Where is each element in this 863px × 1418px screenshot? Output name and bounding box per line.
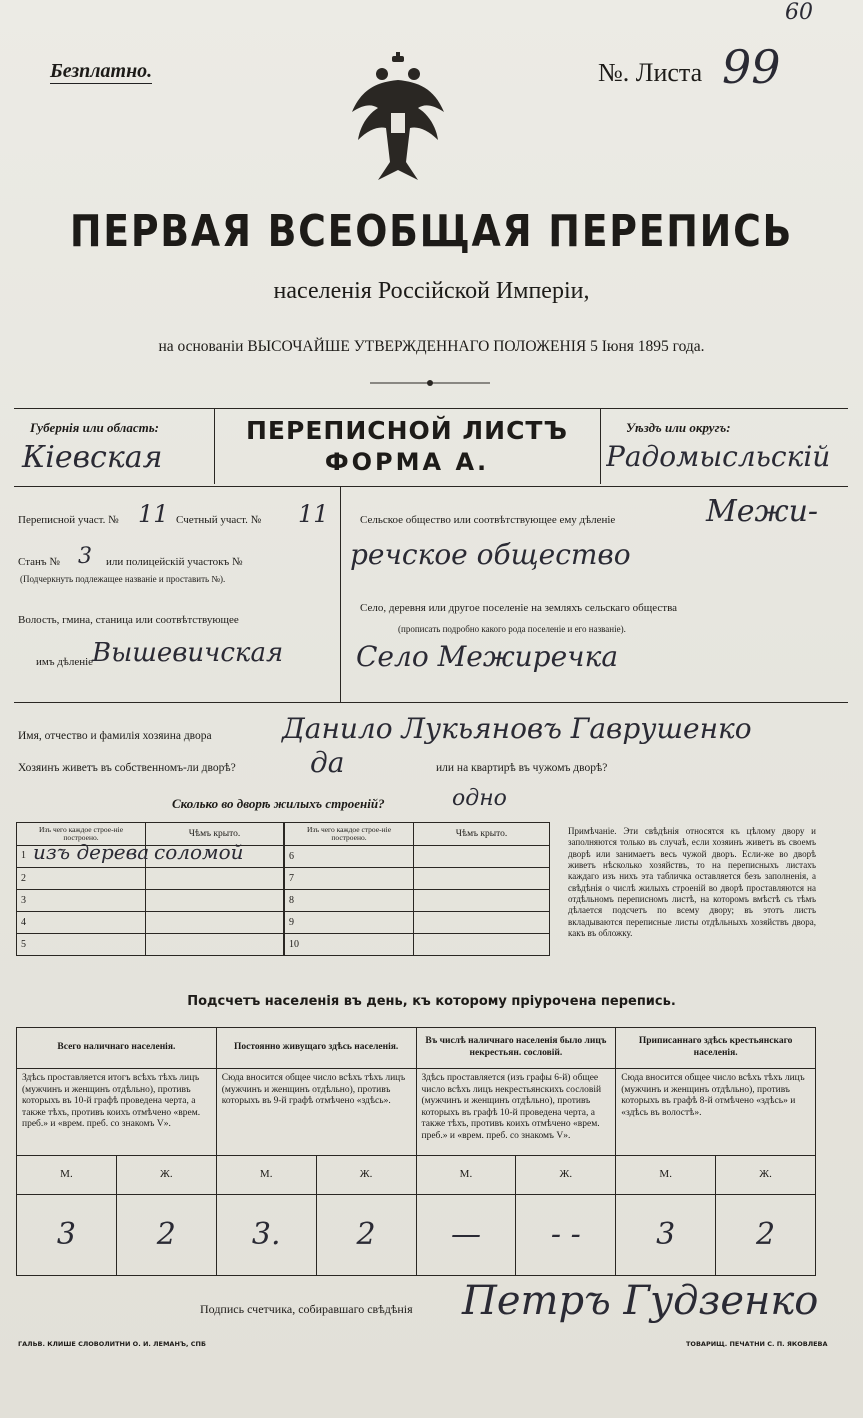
ornament-divider: [370, 378, 490, 388]
gubernia-label: Губернія или область:: [30, 420, 159, 435]
printer-right: ТОВАРИЩ. ПЕЧАТНИ С. П. ЯКОВЛЕВА: [686, 1340, 828, 1348]
building-table-right: [284, 822, 550, 956]
resident-male-value: 3.: [216, 1195, 316, 1276]
pop-col-peasant-header: Приписаннаго здѣсь крестьянскаго населенія.: [616, 1028, 816, 1069]
female-label: Ж.: [716, 1156, 816, 1195]
table-row: 7: [285, 868, 550, 890]
building-material-value: изъ дерева: [33, 840, 150, 864]
document-subtitle: населенія Россійской Имперіи,: [273, 278, 590, 304]
count-district-value: 11: [298, 500, 329, 528]
nonpeasant-male-value: —: [416, 1195, 516, 1276]
pop-col-nonpeasant-header: Въ числѣ наличнаго населенія было лицъ некрестьян. сословій.: [416, 1028, 616, 1069]
pop-col-total-header: Всего наличнаго населенія.: [17, 1028, 217, 1069]
table-row: 10: [285, 934, 550, 956]
pop-col-resident-header: Постоянно живущаго здѣсь населенія.: [216, 1028, 416, 1069]
uezd-value: Радомысльскій: [606, 440, 831, 473]
total-male-value: 3: [17, 1195, 117, 1276]
sheet-number-label: №. Листа: [598, 58, 703, 87]
table-row: 1 изъ дерева соломой: [17, 846, 284, 868]
double-headed-eagle-emblem: [348, 52, 448, 192]
col-material-header: Изъ чего каждое строе-ніе построено.: [17, 823, 146, 846]
buildings-label: Сколько во дворѣ жилыхъ строеній?: [172, 796, 385, 811]
building-roof-value: соломой: [154, 840, 244, 864]
own-yard-value: да: [310, 746, 345, 779]
rented-label: или на квартирѣ въ чужомъ дворѣ?: [436, 762, 608, 774]
free-label: Безплатно.: [50, 60, 153, 82]
pop-col-peasant-desc: Сюда вносится общее число всѣхъ тѣхъ лицъ (мужчинъ и женщинъ отдѣльно), противъ которыхъ въ графѣ 8-й отмѣчено «здѣсь» и «здѣсь въ волостѣ».: [616, 1069, 816, 1156]
village-note: (прописать подробно какого рода поселеніе и его названіе).: [398, 624, 626, 634]
nonpeasant-female-value: - -: [516, 1195, 616, 1276]
count-district-label: Счетный участ. №: [176, 514, 262, 526]
population-title: Подсчетъ населенія въ день, къ которому пріурочена перепись.: [187, 994, 676, 1009]
total-female-value: 2: [116, 1195, 216, 1276]
sheet-number-value: 99: [722, 40, 781, 94]
table-row: 5: [17, 934, 284, 956]
form-subtitle: ФОРМА А.: [324, 448, 490, 476]
table-row: 3: [17, 890, 284, 912]
buildings-value: одно: [452, 786, 507, 811]
table-row: 2: [17, 868, 284, 890]
police-district-label: или полицейскій участокъ №: [106, 556, 243, 568]
owner-label: Имя, отчество и фамилія хозяина двора: [18, 730, 212, 742]
society-label: Сельское общество или соотвѣтствующее ему дѣленіе: [360, 514, 616, 526]
volost-label: Волость, гмина, станица или соотвѣтствующее: [18, 614, 239, 626]
table-row: 6: [285, 846, 550, 868]
pop-col-total-desc: Здѣсь проставляется итогъ всѣхъ тѣхъ лицъ (мужчинъ и женщинъ отдѣльно), противъ которыхъ въ 10-й графѣ проведена черта, а также тѣхъ, противъ коихъ отмѣчено «врем. преб.» и «врем. преб. со знакомъ V».: [17, 1069, 217, 1156]
form-title: ПЕРЕПИСНОЙ ЛИСТЪ: [246, 416, 568, 445]
village-label: Село, деревня или другое поселеніе на земляхъ сельскаго общества: [360, 602, 678, 614]
table-row: 9: [285, 912, 550, 934]
female-label: Ж.: [116, 1156, 216, 1195]
note-text: Примѣчаніе. Эти свѣдѣнія относятся къ цѣлому двору и заполняются только въ случаѣ, если хозяинъ живетъ въ своемъ дворѣ или занимаетъ весь чужой дворъ. Если-же во дворѣ живетъ нѣсколько хозяйствъ, то на переписныхъ листахъ каждаго изъ нихъ эта табличка оставляется безъ заполненія, а свѣдѣнія о числѣ жилыхъ строеній во дворѣ проставляются на отдѣльномъ переписномъ листѣ, на которомъ вмѣстѣ съ тѣмъ дѣлается подсчетъ по всему двору; въ этотъ листъ вкладываются переписные листы отдѣльныхъ хозяйствъ двора, какъ въ обложку.: [568, 826, 816, 938]
underline-note: (Подчеркнуть подлежащее названіе и проставить №).: [20, 574, 226, 584]
own-yard-label: Хозяинъ живетъ въ собственномъ-ли дворѣ?: [18, 762, 236, 774]
male-label: М.: [17, 1156, 117, 1195]
female-label: Ж.: [516, 1156, 616, 1195]
volost-value: Вышевичская: [92, 638, 284, 668]
col-roof-header: Чѣмъ крыто.: [146, 823, 284, 846]
society-value: Межи-: [706, 494, 819, 529]
peasant-male-value: 3: [616, 1195, 716, 1276]
uezd-label: Уѣздъ или округъ:: [626, 420, 731, 435]
col-material-header-2: Изъ чего каждое строе-ніе построено.: [285, 823, 414, 846]
printer-left: ГАЛЬВ. КЛИШЕ СЛОВОЛИТНИ О. И. ЛЕМАНЪ, СПБ: [18, 1340, 206, 1348]
gubernia-value: Кіевская: [22, 440, 163, 475]
col-roof-header-2: Чѣмъ крыто.: [414, 823, 550, 846]
census-district-label: Переписной участ. №: [18, 514, 119, 526]
male-label: М.: [216, 1156, 316, 1195]
owner-value: Данило Лукьяновъ Гаврушенко: [282, 712, 752, 745]
census-district-value: 11: [138, 500, 169, 528]
female-label: Ж.: [316, 1156, 416, 1195]
peasant-female-value: 2: [716, 1195, 816, 1276]
legal-basis: на основаніи ВЫСОЧАЙШЕ УТВЕРЖДЕННАГО ПОЛОЖЕНІЯ 5 Іюня 1895 года.: [158, 338, 705, 355]
pop-col-resident-desc: Сюда вносится общее число всѣхъ тѣхъ лицъ (мужчинъ и женщинъ отдѣльно), противъ которыхъ въ 9-й графѣ отмѣчено «здѣсь».: [216, 1069, 416, 1156]
signature-label: Подпись счетчика, собиравшаго свѣдѣнія: [200, 1302, 413, 1316]
resident-female-value: 2: [316, 1195, 416, 1276]
table-row: 8: [285, 890, 550, 912]
population-table: [16, 1027, 816, 1276]
society-value-2: речское общество: [350, 538, 631, 571]
signature-value: Петръ Гудзенко: [462, 1278, 819, 1324]
corner-number: 60: [785, 0, 813, 25]
volost-label-2: имъ дѣленіе: [36, 656, 94, 668]
document-title: ПЕРВАЯ ВСЕОБЩАЯ ПЕРЕПИСЬ: [69, 206, 794, 257]
male-label: М.: [416, 1156, 516, 1195]
stan-value: 3: [78, 544, 92, 569]
village-value: Село Межиречка: [356, 640, 619, 673]
table-row: 4: [17, 912, 284, 934]
male-label: М.: [616, 1156, 716, 1195]
pop-col-nonpeasant-desc: Здѣсь проставляется (изъ графы 6-й) общее число всѣхъ лицъ некрестьянскихъ сословій (мужчинъ и женщинъ отдѣльно), противъ которыхъ въ графѣ 10-й проведена черта, а также тѣхъ, противъ коихъ отмѣчено «врем. преб.» и «врем. преб. со знакомъ V».: [416, 1069, 616, 1156]
building-table-left: [16, 822, 284, 956]
stan-label: Станъ №: [18, 556, 60, 568]
